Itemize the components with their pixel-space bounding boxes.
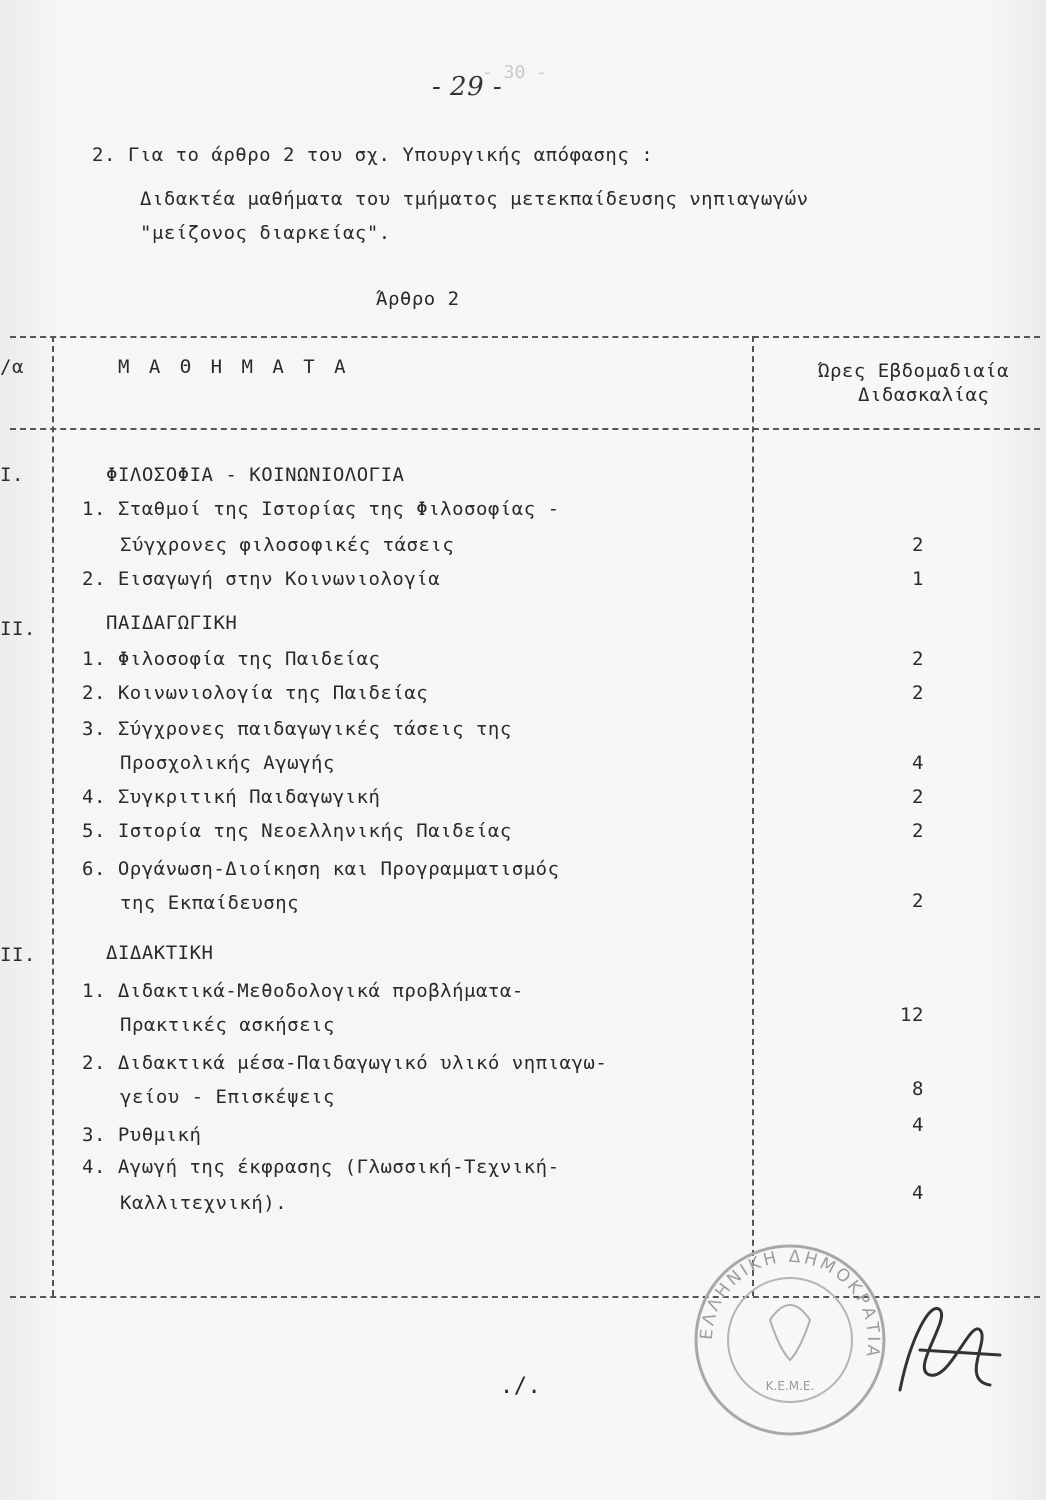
list-item: 4. Αγωγή της έκφρασης (Γλωσσική-Τεχνική- bbox=[82, 1156, 560, 1178]
section-title: ΠΑΙΔΑΓΩΓΙΚΗ bbox=[106, 612, 238, 634]
list-item: 3. Σύγχρονες παιδαγωγικές τάσεις της bbox=[82, 718, 512, 740]
table-right-divider bbox=[752, 336, 754, 1296]
hours-value: 2 bbox=[912, 534, 924, 556]
list-item: 1. Σταθμοί της Ιστορίας της Φιλοσοφίας - bbox=[82, 498, 560, 520]
list-item: 1. Διδακτικά-Μεθοδολογικά προβλήματα- bbox=[82, 980, 524, 1002]
column-header-hours-line1: Ώρες Εβδομαδιαία bbox=[818, 360, 1010, 382]
section-numeral: II. bbox=[0, 944, 36, 966]
hours-value: 2 bbox=[912, 648, 924, 670]
list-item: 2. Κοινωνιολογία της Παιδείας bbox=[82, 682, 429, 704]
hours-value: 2 bbox=[912, 682, 924, 704]
official-stamp bbox=[690, 1240, 890, 1440]
hours-value: 12 bbox=[900, 1004, 924, 1026]
column-header-number: /α bbox=[0, 356, 24, 378]
list-item: 3. Ρυθμική bbox=[82, 1124, 202, 1146]
hours-value: 2 bbox=[912, 890, 924, 912]
list-item-continuation: Καλλιτεχνική). bbox=[120, 1192, 288, 1214]
article-heading: Άρθρο 2 bbox=[376, 288, 460, 310]
intro-line-3: "μείζονος διαρκείας". bbox=[140, 222, 391, 244]
list-item: 6. Οργάνωση-Διοίκηση και Προγραμματισμός bbox=[82, 858, 560, 880]
hours-value: 1 bbox=[912, 568, 924, 590]
list-item: 5. Ιστορία της Νεοελληνικής Παιδείας bbox=[82, 820, 512, 842]
list-item: 2. Διδακτικά μέσα-Παιδαγωγικό υλικό νηπιαγω- bbox=[82, 1052, 608, 1074]
section-numeral: I. bbox=[0, 464, 24, 486]
list-item-continuation: Πρακτικές ασκήσεις bbox=[120, 1014, 335, 1036]
column-header-subjects: Μ Α Θ Η Μ Α Τ Α bbox=[118, 356, 350, 378]
intro-line-2: Διδακτέα μαθήματα του τμήματος μετεκπαίδευσης νηπιαγωγών bbox=[140, 188, 809, 210]
list-item: 2. Εισαγωγή στην Κοινωνιολογία bbox=[82, 568, 441, 590]
page-number: - 29 - bbox=[432, 72, 503, 102]
hours-value: 4 bbox=[912, 1182, 924, 1204]
section-title: ΦΙΛΟΣΟΦΙΑ - ΚΟΙΝΩΝΙΟΛΟΓΙΑ bbox=[106, 464, 405, 486]
hours-value: 4 bbox=[912, 752, 924, 774]
handwritten-signature bbox=[880, 1280, 1010, 1410]
svg-text:ΕΛΛΗΝΙΚΗ ΔΗΜΟΚΡΑΤΙΑ bbox=[697, 1247, 883, 1361]
continuation-mark: ./. bbox=[500, 1374, 542, 1399]
list-item-continuation: γείου - Επισκέψεις bbox=[120, 1086, 335, 1108]
section-title: ΔΙΔΑΚΤΙΚΗ bbox=[106, 942, 214, 964]
list-item-continuation: Προσχολικής Αγωγής bbox=[120, 752, 335, 774]
list-item-continuation: Σύγχρονες φιλοσοφικές τάσεις bbox=[120, 534, 455, 556]
stamp-ring-text: ΕΛΛΗΝΙΚΗ ΔΗΜΟΚΡΑΤΙΑ bbox=[696, 1246, 884, 1361]
stamp-inner-text: Κ.Ε.Μ.Ε. bbox=[765, 1379, 815, 1393]
table-header-rule bbox=[10, 428, 1040, 430]
list-item: 4. Συγκριτική Παιδαγωγική bbox=[82, 786, 381, 808]
list-item-continuation: της Εκπαίδευσης bbox=[120, 892, 300, 914]
hours-value: 8 bbox=[912, 1078, 924, 1100]
hours-value: 4 bbox=[912, 1114, 924, 1136]
table-top-rule bbox=[10, 336, 1040, 338]
list-item: 1. Φιλοσοφία της Παιδείας bbox=[82, 648, 381, 670]
section-numeral: II. bbox=[0, 618, 36, 640]
table-left-divider bbox=[52, 336, 54, 1296]
intro-line-1: 2. Για το άρθρο 2 του σχ. Υπουργικής απόφασης : bbox=[92, 144, 654, 166]
hours-value: 2 bbox=[912, 820, 924, 842]
column-header-hours-line2: Διδασκαλίας bbox=[858, 384, 990, 406]
bleed-through-page-number: - 30 - bbox=[482, 62, 548, 83]
hours-value: 2 bbox=[912, 786, 924, 808]
